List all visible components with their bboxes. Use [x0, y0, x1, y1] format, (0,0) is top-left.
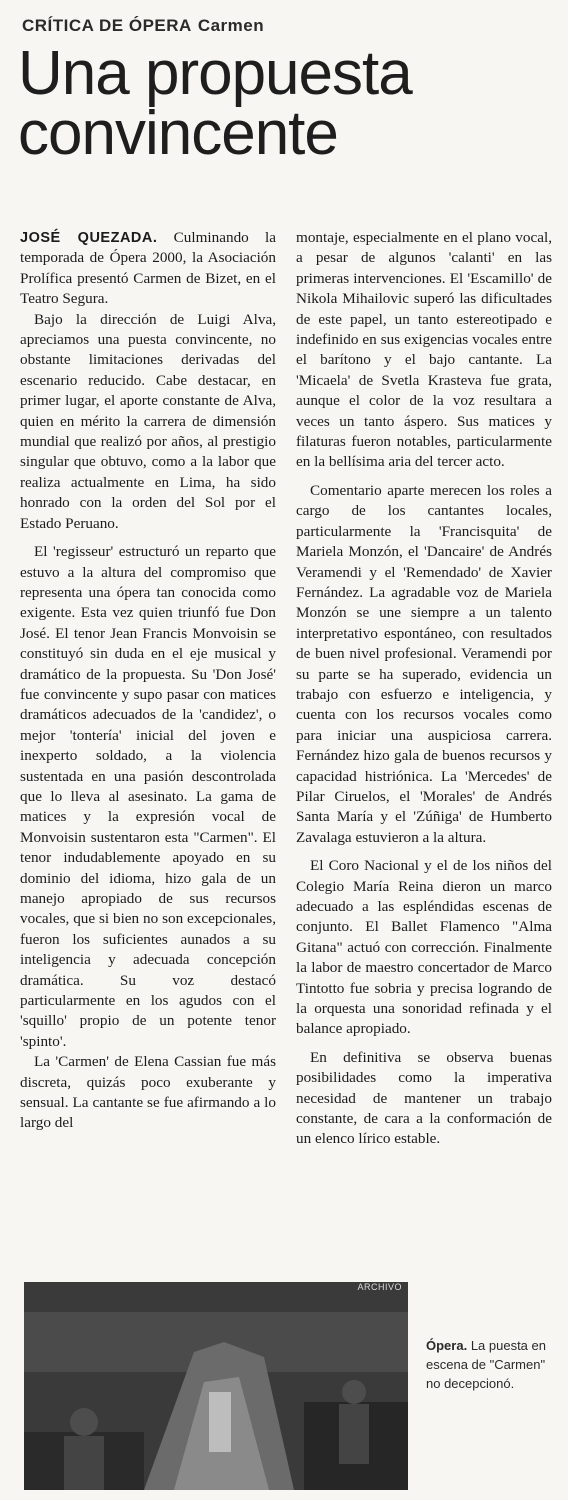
caption-lead: Ópera. [426, 1338, 468, 1353]
section-kicker [22, 16, 264, 36]
paragraph: La 'Carmen' de Elena Cassian fue más discreta, quizás poco exuberante y sensual. La cantante se fue afirmando a lo largo del [20, 1053, 276, 1132]
opera-photo [24, 1282, 408, 1490]
paragraph: Comentario aparte merecen los roles a cargo de los cantantes locales, particularmente la 'Francisquita' de Mariela Monzón, el 'Dancaire' de Andrés Veramendi y el 'Remendado' de Xavier Fernández. La agradable voz de Mariela Monzón se une siempre a un talento interpretativo espontáneo, con resultados de buen nivel profesional. Veramendi por su parte se ha superado, evidencia un trabajo con esfuerzo e inteligencia, y cuenta con los recursos vocales como para iniciar una auspiciosa carrera. Fernández hizo gala de buenos recursos y capacidad histriónica. La 'Mercedes' de Pilar Ciruelos, el 'Morales' de Andrés Santa María y el 'Zúñiga' de Humberto Zavalaga estuvieron a la altura. [296, 481, 552, 846]
section-label: CRÍTICA DE ÓPERA [22, 16, 192, 35]
headline-line-2: convincente [18, 99, 338, 168]
headline [18, 39, 558, 168]
column-right [296, 228, 552, 1270]
photo-credit: ARCHIVO [357, 1282, 402, 1292]
photo-caption [426, 1336, 554, 1393]
stage-scene-image [24, 1282, 408, 1490]
article-body [20, 228, 552, 1270]
paragraph: En definitiva se observa buenas posibilidades como la imperativa necesidad de mantener un trabajo constante, de cara a la conformación de un elenco lírico estable. [296, 1048, 552, 1148]
caption-text: La puesta en escena de "Carmen" no decepcionó. [426, 1338, 546, 1391]
column-left [20, 228, 276, 1270]
headline-line-1: Una propuesta [18, 39, 412, 108]
paragraph: El Coro Nacional y el de los niños del Colegio María Reina dieron un marco adecuado a las espléndidas escenas de conjunto. El Ballet Flamenco "Alma Gitana" actuó con corrección. Finalmente la labor de maestro concertador de Marco Tintotto fue sobria y precisa logrando de la orquesta una sonoridad refinada y el balance apropiado. [296, 857, 552, 1038]
byline: JOSÉ QUEZADA. [20, 230, 158, 246]
paragraph: El 'regisseur' estructuró un reparto que estuvo a la altura del compromiso que representa una ópera tan conocida como exigente. Esta vez quien triunfó fue Don José. El tenor Jean Francis Monvoisin se constituyó sin duda en el eje musical y dramático de la propuesta. Su 'Don José' fue convincente y supo pasar con matices dramáticos adecuados de la 'candidez', o mejor 'tontería' inicial del joven e inexperto soldado, a la violencia sustentada en una pasión descontrolada que lo lleva al asesinato. La gama de matices y la expresión vocal de Monvoisin sustentaron esta "Carmen". El tenor indudablemente apoyado en su dominio del idioma, hizo gala de un manejo apropiado de sus recursos vocales, que si bien no son excepcionales, fueron los suficientes aunados a su inteligencia y adecuada concepción dramática. Su voz destacó particularmente en los agudos con el 'squillo' propio de un potente tenor 'spinto'. [20, 543, 276, 1050]
paragraph: montaje, especialmente en el plano vocal, a pesar de algunos 'calanti' en las primeras intervenciones. El 'Escamillo' de Nikola Mihailovic superó las dificultades de este papel, un tanto estereotipado e indefinido en sus exigencias vocales entre el barítono y el bajo cantante. La 'Micaela' de Svetla Krasteva fue grata, aunque el color de la voz resultara a veces un tanto áspero. Sus matices y filaturas fueron notables, particularmente en la bellísima aria del tercer acto. [296, 229, 552, 471]
paragraph: Bajo la dirección de Luigi Alva, apreciamos una puesta convincente, no obstante limitaciones derivadas del escenario reducido. Cabe destacar, en primer lugar, el aporte constante de Alva, quien en mérito la carrera de dimensión mundial que realizó por años, al prestigio singular que obtuvo, como a la labor que realiza actualmente en Lima, ha sido honrado con la orden del Sol por el Estado Peruano. [20, 310, 276, 532]
paragraph-text: Culminando la temporada de Ópera 2000, la Asociación Prolífica presentó Carmen de Bizet, en el Teatro Segura. [20, 229, 276, 308]
paragraph-lead [20, 228, 276, 310]
topic-label: Carmen [197, 16, 265, 35]
